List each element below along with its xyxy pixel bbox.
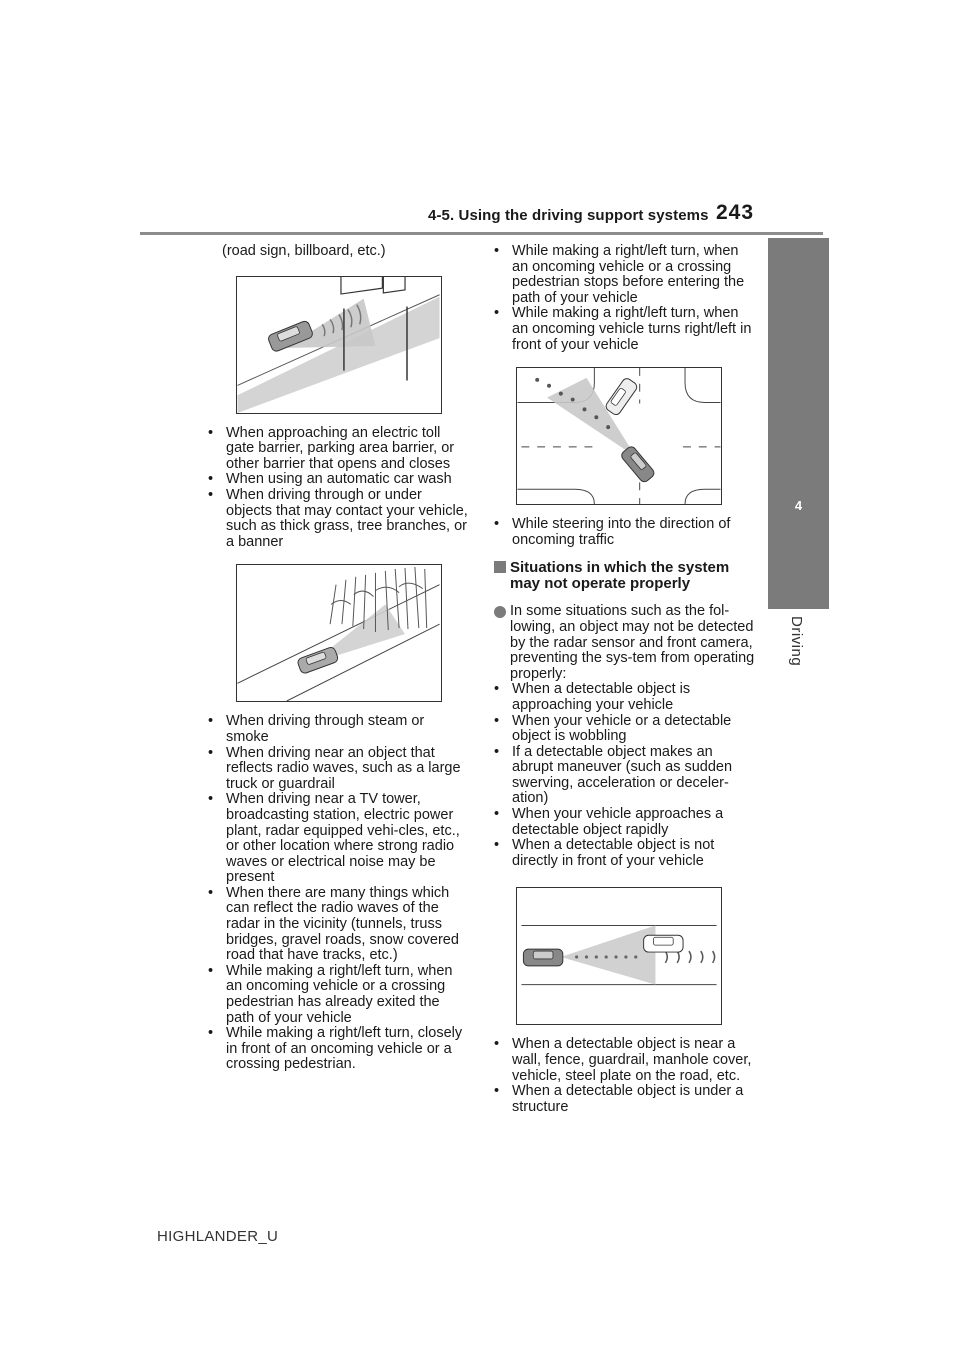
- list-item: • When driving through steam or smoke: [208, 714, 470, 745]
- list-item: • When approaching an electric toll gate barrier, parking area barrier, or other barrier that opens and closes: [208, 426, 470, 473]
- circle-item: [494, 604, 756, 682]
- figure-offset-vehicle: [516, 887, 722, 1025]
- list-item: • While making a right/left turn, when an oncoming vehicle or a crossing pedestrian has already exited the path of your vehicle: [208, 964, 470, 1026]
- list-item: • When driving near a TV tower, broadcasting station, electric power plant, radar equipped vehi-cles, etc., or other location where strong radio waves or electrical noise may be present: [208, 792, 470, 886]
- bullet-list-detection: [494, 682, 756, 869]
- header-divider: [140, 232, 823, 235]
- intersection-illustration: [517, 368, 721, 504]
- figure-thick-grass: [236, 564, 442, 702]
- square-bullet-icon: [494, 561, 506, 573]
- section-heading-text: Situations in which the system may not operate properly: [510, 559, 730, 593]
- list-item: • When a detectable object is under a structure: [494, 1084, 756, 1115]
- list-item: • If a detectable object makes an abrupt maneuver (such as sudden swerving, acceleration or deceler-ation): [494, 745, 756, 807]
- intro-line: (road sign, billboard, etc.): [222, 243, 386, 259]
- bullet-list-barriers: [208, 426, 470, 551]
- page-number: 243: [716, 201, 755, 224]
- list-item: • When your vehicle or a detectable object is wobbling: [494, 714, 756, 745]
- section-title: 4-5. Using the driving support systems: [428, 207, 709, 224]
- list-item: • While making a right/left turn, closely in front of an oncoming vehicle or a crossing pedestrian.: [208, 1026, 470, 1073]
- right-column: [494, 244, 756, 1115]
- list-item: • While making a right/left turn, when an oncoming vehicle turns right/left in front of your vehicle: [494, 306, 756, 353]
- list-item: • When a detectable object is near a wall, fence, guardrail, manhole cover, vehicle, steel plate on the road, etc.: [494, 1037, 756, 1084]
- list-item: • While making a right/left turn, when an oncoming vehicle or a crossing pedestrian stops before entering the path of your vehicle: [494, 244, 756, 306]
- list-item: • When driving near an object that reflects radio waves, such as a large truck or guardrail: [208, 746, 470, 793]
- list-item: • When a detectable object is approaching your vehicle: [494, 682, 756, 713]
- bullet-list-radio-waves: [208, 714, 470, 1073]
- model-code: HIGHLANDER_U: [157, 1228, 279, 1245]
- bullet-list-structures: [494, 1037, 756, 1115]
- list-item: • When your vehicle approaches a detectable object rapidly: [494, 807, 756, 838]
- list-item: • While steering into the direction of oncoming traffic: [494, 517, 756, 548]
- list-item: • When using an automatic car wash: [208, 472, 470, 488]
- chapter-number: 4: [794, 498, 803, 513]
- figure-road-sign: [236, 276, 442, 414]
- list-item: • When there are many things which can reflect the radio waves of the radar in the vicinity (tunnels, truss bridges, gravel roads, snow covered road that have tracks, etc.): [208, 886, 470, 964]
- figure-intersection: [516, 367, 722, 505]
- circle-bullet-icon: [494, 606, 506, 618]
- section-heading: [494, 560, 756, 592]
- chapter-tab: [768, 238, 829, 609]
- bullet-list-turns: [494, 244, 756, 353]
- chapter-label: Driving: [788, 616, 805, 667]
- circle-item-text: In some situations such as the fol-lowing, an object may not be detected by the radar sensor and front camera, preventing the sys-tem from operating properly:: [510, 603, 755, 682]
- bullet-list-steering: [494, 517, 756, 548]
- list-item: • When driving through or under objects that may contact your vehicle, such as thick grass, tree branches, or a banner: [208, 488, 470, 550]
- road-sign-illustration: [237, 277, 441, 413]
- left-column: [208, 244, 470, 1073]
- offset-vehicle-illustration: [517, 888, 721, 1024]
- list-item: • When a detectable object is not directly in front of your vehicle: [494, 838, 756, 869]
- thick-grass-illustration: [237, 565, 441, 701]
